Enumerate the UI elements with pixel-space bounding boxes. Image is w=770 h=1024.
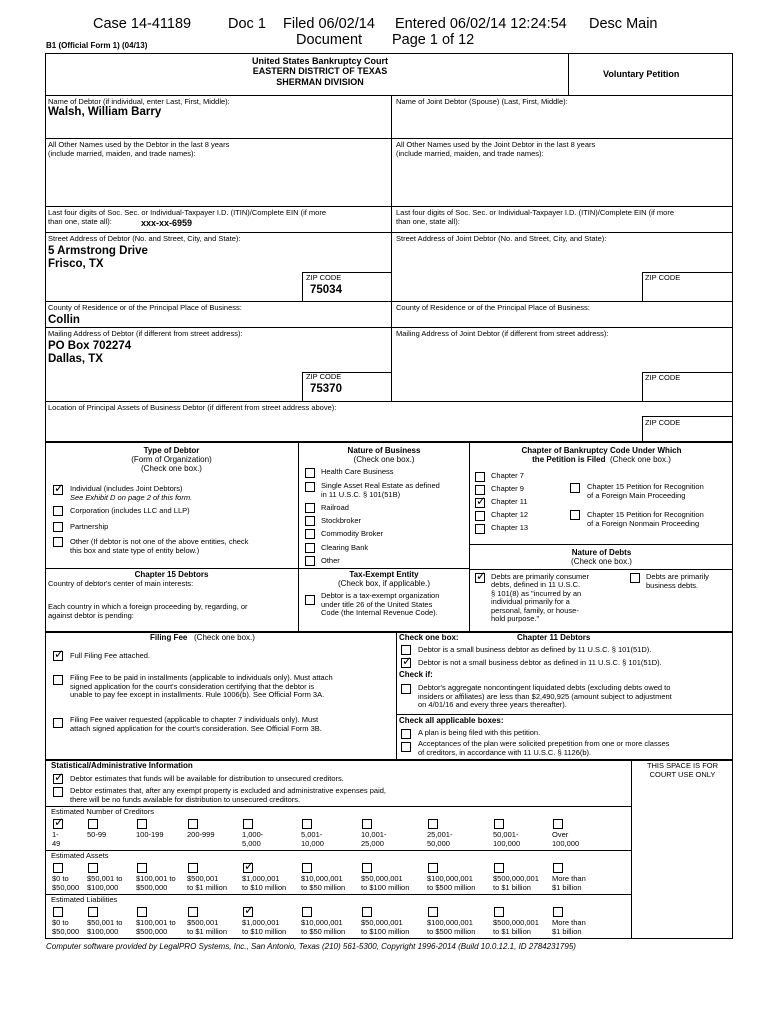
tax-exempt-label: Debtor is a tax-exempt organization under title 26 of the United States Code (the Internal Revenue Code). (321, 591, 440, 618)
chapter-12-label: Chapter 12 (491, 510, 529, 519)
waiver-checkbox[interactable] (53, 718, 63, 728)
assets-range-label: $0 to $50,000 (52, 874, 80, 892)
chapter-11-debtors-title: Chapter 11 Debtors (517, 633, 591, 642)
debtor-mailing-label: Mailing Address of Debtor (if different from street address): (48, 329, 243, 338)
health-care-checkbox[interactable] (305, 468, 315, 478)
assets-range-label: $100,000,001 to $500 million (427, 874, 476, 892)
liabilities-label: Estimated Liabilities (51, 895, 118, 904)
assets-range-checkbox[interactable] (553, 863, 563, 873)
assets-range-label: $10,000,001 to $50 million (301, 874, 346, 892)
liabilities-range-checkbox[interactable] (362, 907, 372, 917)
court-use-only: THIS SPACE IS FOR COURT USE ONLY (646, 761, 719, 779)
joint-zip-label: ZIP CODE (645, 273, 681, 282)
doc-number: Doc 1 (228, 16, 266, 32)
creditors-range-checkbox[interactable] (88, 819, 98, 829)
debtor-mailing: PO Box 702274 Dallas, TX (48, 340, 132, 366)
liabilities-range-label: $1,000,001 to $10 million (242, 918, 287, 936)
assets-range-checkbox[interactable] (362, 863, 372, 873)
petition-title: Voluntary Petition (603, 69, 680, 79)
debtor-name: Walsh, William Barry (48, 106, 162, 118)
debtor-name-label: Name of Debtor (if individual, enter Last, First, Middle): (48, 97, 230, 106)
other-entity-checkbox[interactable] (53, 537, 63, 547)
assets-range-label: $50,000,001 to $100 million (361, 874, 410, 892)
debtor-zip: 75034 (310, 284, 342, 296)
stockbroker-label: Stockbroker (321, 516, 362, 525)
type-of-debtor: Type of Debtor (Form of Organization) (Check one box.) (131, 446, 212, 474)
full-fee-checkbox[interactable] (53, 651, 63, 661)
railroad-label: Railroad (321, 503, 349, 512)
creditors-range-label: 25,001- 50,000 (427, 830, 453, 848)
assets-range-checkbox[interactable] (494, 863, 504, 873)
chapter-title: Chapter of Bankruptcy Code Under Which the Petition is Filed (Check one box.) (521, 446, 682, 465)
funds-available-label: Debtor estimates that funds will be available for distribution to unsecured creditors. (70, 774, 344, 783)
tax-exempt-checkbox[interactable] (305, 595, 315, 605)
acceptances-checkbox[interactable] (401, 742, 411, 752)
liabilities-range-label: $0 to $50,000 (52, 918, 80, 936)
assets-range-checkbox[interactable] (428, 863, 438, 873)
railroad-checkbox[interactable] (305, 503, 315, 513)
mailing-zip: 75370 (310, 383, 342, 395)
no-funds-checkbox[interactable] (53, 787, 63, 797)
footer-software-credit: Computer software provided by LegalPRO Systems, Inc., San Antonio, Texas (210) 561-5300, Copyright 1996-2014 (Build 10.0.12.1, ID 2784231795) (46, 942, 576, 951)
creditors-range-checkbox[interactable] (553, 819, 563, 829)
creditors-range-checkbox[interactable] (188, 819, 198, 829)
document-label: Document (296, 32, 363, 48)
consumer-debts-checkbox[interactable] (475, 573, 485, 583)
installments-label: Filing Fee to be paid in installments (applicable to individuals only). Must attach signed application for the court's consideration certifying that the debtor is unable to pay fee except in installments. Rule 1006(b). See Official Form 3A. (70, 673, 333, 700)
full-fee-label: Full Filing Fee attached. (70, 651, 151, 660)
tax-exempt: Tax-Exempt Entity (Check box, if applicable.) (337, 570, 431, 589)
acceptances-label: Acceptances of the plan were solicited prepetition from one or more classes of creditors, in accordance with 11 U.S.C. § 1126(b). (418, 739, 670, 757)
creditors-range-label: 5,001- 10,000 (301, 830, 324, 848)
liabilities-range-label: $100,000,001 to $500 million (427, 918, 476, 936)
business-debts-checkbox[interactable] (630, 573, 640, 583)
debtor-street: 5 Armstrong Drive Frisco, TX (48, 245, 148, 271)
chapter-9-label: Chapter 9 (491, 484, 524, 493)
creditors-range-label: 1- 49 (52, 830, 61, 848)
foreign-proceeding-label: Each country in which a foreign proceeding by, regarding, or against debtor is pending: (48, 602, 248, 620)
small-business-label: Debtor is a small business debtor as defined by 11 U.S.C. § 101(51D). (418, 645, 652, 654)
partnership-label: Partnership (70, 522, 109, 531)
clearing-bank-checkbox[interactable] (305, 543, 315, 553)
court-name: United States Bankruptcy Court EASTERN DISTRICT OF TEXAS SHERMAN DIVISION (251, 56, 389, 87)
chapter-11-label: Chapter 11 (491, 497, 528, 506)
joint-other-names-label: All Other Names used by the Joint Debtor in the last 8 years (include married, maiden, and trade names): (396, 140, 596, 158)
liabilities-range-label: $500,000,001 to $1 billion (493, 918, 539, 936)
filing-fee-title: Filing Fee (Check one box.) (150, 633, 255, 642)
liabilities-range-label: $500,001 to $1 million (187, 918, 228, 936)
liabilities-range-checkbox[interactable] (88, 907, 98, 917)
health-care-label: Health Care Business (321, 467, 394, 476)
liabilities-range-checkbox[interactable] (428, 907, 438, 917)
funds-available-checkbox[interactable] (53, 774, 63, 784)
chapter-12-checkbox[interactable] (475, 511, 485, 521)
creditors-range-label: 100-199 (136, 830, 164, 839)
debtor-county-label: County of Residence or of the Principal Place of Business: (48, 303, 242, 312)
aggregate-debts-checkbox[interactable] (401, 684, 411, 694)
chapter-15-nonmain-checkbox[interactable] (570, 510, 580, 520)
creditors-range-checkbox[interactable] (428, 819, 438, 829)
chapter-13-checkbox[interactable] (475, 524, 485, 534)
other-business-label: Other (321, 556, 340, 565)
corporation-label: Corporation (includes LLC and LLP) (70, 506, 190, 515)
plan-filed-label: A plan is being filed with this petition. (418, 728, 541, 737)
chapter-7-label: Chapter 7 (491, 471, 524, 480)
consumer-debts-label: Debts are primarily consumer debts, defined in 11 U.S.C. § 101(8) as "incurred by an individual primarily for a personal, family, or house- hold purpose." (491, 572, 589, 623)
liabilities-range-label: $50,000,001 to $100 million (361, 918, 410, 936)
assets-range-label: $50,001 to $100,000 (87, 874, 123, 892)
joint-mailing-label: Mailing Address of Joint Debtor (if different from street address): (396, 329, 609, 338)
joint-name-label: Name of Joint Debtor (Spouse) (Last, First, Middle): (396, 97, 568, 106)
chapter-13-label: Chapter 13 (491, 523, 529, 532)
chapter-7-checkbox[interactable] (475, 472, 485, 482)
liabilities-range-checkbox[interactable] (553, 907, 563, 917)
commodity-checkbox[interactable] (305, 529, 315, 539)
creditors-range-checkbox[interactable] (53, 819, 63, 829)
liabilities-range-label: $100,001 to $500,000 (136, 918, 176, 936)
assets-range-checkbox[interactable] (243, 863, 253, 873)
desc-main: Desc Main (589, 16, 658, 32)
creditors-label: Estimated Number of Creditors (51, 807, 154, 816)
liabilities-range-checkbox[interactable] (302, 907, 312, 917)
creditors-range-checkbox[interactable] (243, 819, 253, 829)
form-id: B1 (Official Form 1) (04/13) (46, 41, 148, 50)
chapter-11-checkbox[interactable] (475, 498, 485, 508)
waiver-label: Filing Fee waiver requested (applicable to chapter 7 individuals only). Must attach signed application for the court's consideration. See Official Form 3B. (70, 715, 322, 733)
creditors-range-label: 50-99 (87, 830, 107, 839)
single-asset-label: Single Asset Real Estate as defined in 11 U.S.C. § 101(51B) (321, 481, 440, 499)
other-entity-label: Other (If debtor is not one of the above entities, check this box and state type of entity below.) (70, 537, 249, 555)
nature-of-debts: Nature of Debts (Check one box.) (571, 548, 632, 567)
creditors-range-label: 1,000- 5,000 (242, 830, 264, 848)
nature-of-business: Nature of Business (Check one box.) (347, 446, 421, 465)
assets-label: Estimated Assets (51, 851, 109, 860)
assets-range-checkbox[interactable] (137, 863, 147, 873)
chapter-15-debtors-title: Chapter 15 Debtors (134, 570, 209, 579)
case-number: Case 14-41189 (93, 16, 192, 32)
liabilities-range-label: $10,000,001 to $50 million (301, 918, 346, 936)
liabilities-range-checkbox[interactable] (188, 907, 198, 917)
not-small-business-label: Debtor is not a small business debtor as defined in 11 U.S.C. § 101(51D). (418, 658, 662, 667)
creditors-range-checkbox[interactable] (137, 819, 147, 829)
not-small-business-checkbox[interactable] (401, 658, 411, 668)
partnership-checkbox[interactable] (53, 522, 63, 532)
assets-range-checkbox[interactable] (302, 863, 312, 873)
debtor-ssn-label: Last four digits of Soc. Sec. or Individual-Taxpayer I.D. (ITIN)/Complete EIN (if more than one, state all): (48, 208, 327, 226)
aggregate-debts-label: Debtor's aggregate noncontingent liquidated debts (excluding debts owed to insiders or affiliates) are less than $2,490,925 (amount subject to adjustment on 4/01/16 and every three years thereafter). (418, 683, 672, 710)
location-zip-label: ZIP CODE (645, 418, 681, 427)
check-if: Check if: (399, 670, 433, 679)
single-asset-checkbox[interactable] (305, 482, 315, 492)
chapter-15-nonmain-label: Chapter 15 Petition for Recognition of a Foreign Nonmain Proceeding (587, 510, 704, 528)
creditors-range-checkbox[interactable] (494, 819, 504, 829)
liabilities-range-checkbox[interactable] (494, 907, 504, 917)
creditors-range-label: 200-999 (187, 830, 215, 839)
check-all-boxes: Check all applicable boxes: (399, 716, 504, 725)
joint-mailing-zip-label: ZIP CODE (645, 373, 681, 382)
joint-county-label: County of Residence or of the Principal Place of Business: (396, 303, 590, 312)
business-debts-label: Debts are primarily business debts. (646, 572, 709, 590)
assets-range-label: $500,000,001 to $1 billion (493, 874, 539, 892)
liabilities-range-checkbox[interactable] (53, 907, 63, 917)
assets-range-checkbox[interactable] (88, 863, 98, 873)
assets-range-label: $1,000,001 to $10 million (242, 874, 287, 892)
mailing-zip-label: ZIP CODE (306, 372, 342, 381)
debtor-ssn: xxx-xx-6959 (141, 218, 193, 228)
check-one-box: Check one box: (399, 633, 459, 642)
country-label: Country of debtor's center of main interests: (48, 579, 194, 588)
assets-range-checkbox[interactable] (53, 863, 63, 873)
plan-filed-checkbox[interactable] (401, 729, 411, 739)
assets-range-label: $500,001 to $1 million (187, 874, 228, 892)
page-number: Page 1 of 12 (392, 32, 475, 48)
location-label: Location of Principal Assets of Business Debtor (if different from street address above): (48, 403, 337, 412)
entered-date: Entered 06/02/14 12:24:54 (395, 16, 567, 32)
no-funds-label: Debtor estimates that, after any exempt property is excluded and administrative expenses paid, there will be no funds available for distribution to unsecured creditors. (70, 786, 386, 804)
statistical-title: Statistical/Administrative Information (51, 761, 193, 770)
debtor-county: Collin (48, 314, 80, 326)
installments-checkbox[interactable] (53, 675, 63, 685)
debtor-other-names-label: All Other Names used by the Debtor in the last 8 years (include married, maiden, and trade names): (48, 140, 230, 158)
liabilities-range-checkbox[interactable] (137, 907, 147, 917)
debtor-street-label: Street Address of Debtor (No. and Street, City, and State): (48, 234, 241, 243)
chapter-15-main-label: Chapter 15 Petition for Recognition of a Foreign Main Proceeding (587, 482, 704, 500)
chapter-15-main-checkbox[interactable] (570, 483, 580, 493)
creditors-range-label: 10,001- 25,000 (361, 830, 387, 848)
assets-range-label: $100,001 to $500,000 (136, 874, 176, 892)
assets-range-checkbox[interactable] (188, 863, 198, 873)
liabilities-range-label: $50,001 to $100,000 (87, 918, 123, 936)
joint-street-label: Street Address of Joint Debtor (No. and Street, City, and State): (396, 234, 607, 243)
creditors-range-label: 50,001- 100,000 (493, 830, 521, 848)
creditors-range-checkbox[interactable] (362, 819, 372, 829)
individual-checkbox[interactable] (53, 485, 63, 495)
filed-date: Filed 06/02/14 (283, 16, 375, 32)
stockbroker-checkbox[interactable] (305, 516, 315, 526)
commodity-label: Commodity Broker (321, 529, 384, 538)
joint-ssn-label: Last four digits of Soc. Sec. or Individual-Taxpayer I.D. (ITIN)/Complete EIN (if more than one, state all): (396, 208, 675, 226)
other-business-checkbox[interactable] (305, 556, 315, 566)
clearing-bank-label: Clearing Bank (321, 543, 369, 552)
liabilities-range-checkbox[interactable] (243, 907, 253, 917)
assets-range-label: More than $1 billion (552, 874, 586, 892)
corporation-checkbox[interactable] (53, 506, 63, 516)
individual-label: Individual (includes Joint Debtors) See Exhibit D on page 2 of this form. (70, 484, 193, 502)
debtor-zip-label: ZIP CODE (306, 273, 342, 282)
creditors-range-checkbox[interactable] (302, 819, 312, 829)
creditors-range-label: Over 100,000 (552, 830, 580, 848)
liabilities-range-label: More than $1 billion (552, 918, 586, 936)
